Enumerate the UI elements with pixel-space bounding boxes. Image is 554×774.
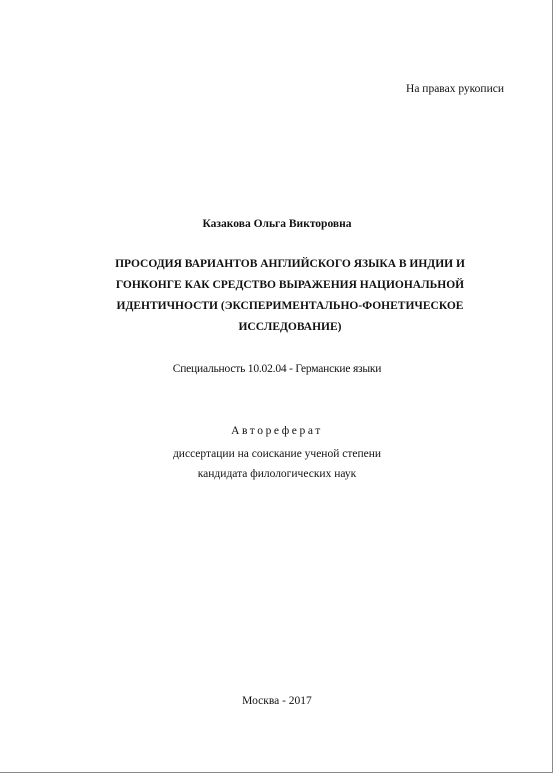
dissertation-title: [100, 254, 480, 338]
degree-description-line: диссертации на соискание ученой степени: [172, 448, 382, 460]
title-line: ПРОСОДИЯ ВАРИАНТОВ АНГЛИЙСКОГО ЯЗЫКА В ИНДИИ И: [115, 258, 465, 270]
degree-description: [0, 444, 554, 484]
degree-description-line: кандидата филологических наук: [197, 468, 357, 480]
specialty-line: Специальность 10.02.04 - Германские языки: [172, 363, 382, 375]
title-line: ИССЛЕДОВАНИЕ): [238, 321, 342, 333]
city-year: Москва - 2017: [242, 695, 312, 707]
title-line: ГОНКОНГЕ КАК СРЕДСТВО ВЫРАЖЕНИЯ НАЦИОНАЛЬНОЙ: [115, 279, 465, 291]
rights-note: На правах рукописи: [406, 83, 504, 95]
abstract-label: Автореферат: [231, 425, 323, 437]
title-line: ИДЕНТИЧНОСТИ (ЭКСПЕРИМЕНТАЛЬНО-ФОНЕТИЧЕСКОЕ: [116, 300, 464, 312]
author-name: Казакова Ольга Викторовна: [202, 218, 352, 230]
